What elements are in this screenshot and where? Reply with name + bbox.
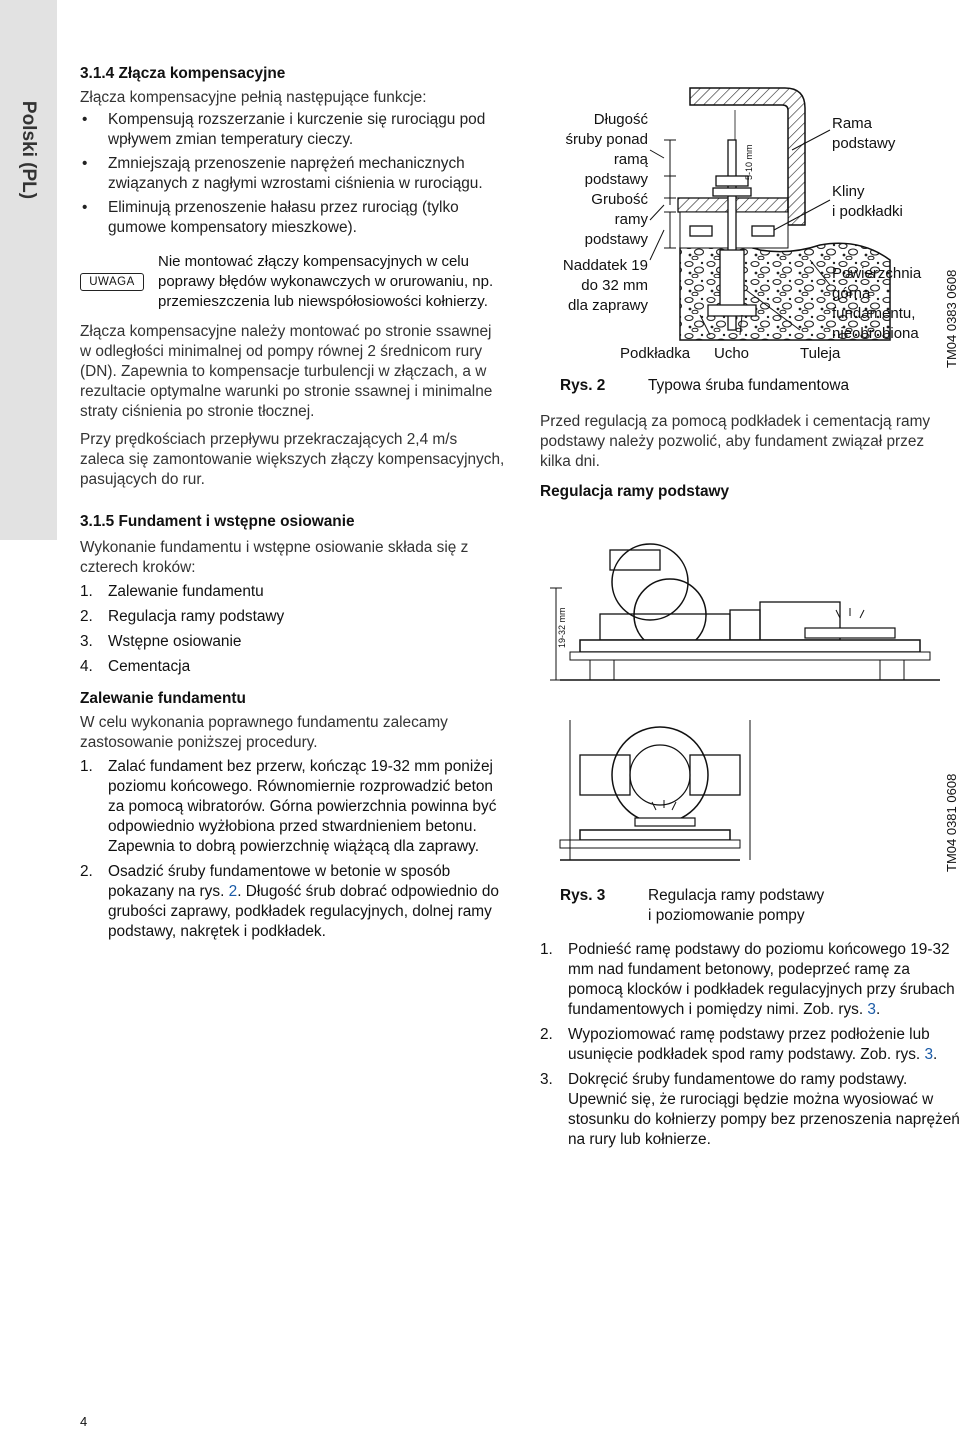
functions-list	[80, 110, 505, 238]
figure-reference-link[interactable]: 3	[924, 1046, 934, 1063]
subsection-title-pouring: Zalewanie fundamentu	[80, 690, 246, 707]
base-frame-front	[580, 830, 730, 840]
svg-text:ramy: ramy	[614, 211, 648, 228]
svg-text:do 32 mm: do 32 mm	[581, 277, 648, 294]
caution-label: UWAGA	[80, 273, 144, 291]
foundation-bolt-figure	[530, 80, 960, 400]
figure-3-caption-text: Regulacja ramy podstawy i poziomowanie pompy	[648, 887, 825, 924]
svg-text:podstawy: podstawy	[584, 171, 648, 188]
language-label: Polski (PL)	[18, 100, 39, 200]
expansion-joints-intro: Złącza kompensacyjne pełnią następujące funkcje:	[80, 89, 427, 106]
foundation-steps	[80, 582, 505, 677]
figure-3-caption: Rys. 3	[560, 887, 606, 904]
caution-box	[80, 252, 505, 312]
section-title-3-1-5: 3.1.5 Fundament i wstępne osiowanie	[80, 513, 355, 530]
list-item: 3. Dokręcić śruby fundamentowe do ramy podstawy. Upewnić się, że rurociągi będzie można wyosiować w stosunku do kołnierzy pompy bez przenoszenia naprężeń na rury lub kołnierze.	[540, 1071, 960, 1148]
label-washer: Podkładka	[620, 345, 691, 362]
left-column	[80, 64, 505, 947]
caution-text: Nie montować złączy kompensacyjnych w celu poprawy błędów wykonawczych w orurowaniu, np. przemieszczenia lub niewspółosiowości kołnierzy.	[158, 253, 494, 310]
list-item: • Zmniejszają przenoszenie naprężeń mechanicznych związanych z nagłymi wzrostami ciśnienia w rurociągu.	[80, 154, 505, 194]
list-item: 2. Wypoziomować ramę podstawy przez podłożenie lub usunięcie podkładek spod ramy podstawy. Zob. rys. 3.	[540, 1026, 938, 1063]
svg-text:podstawy: podstawy	[832, 135, 896, 152]
shims	[690, 226, 712, 236]
section-title-3-1-4: 3.1.4 Złącza kompensacyjne	[80, 65, 286, 82]
frame-adjust-steps	[540, 940, 960, 1155]
pouring-intro: W celu wykonania poprawnego fundamentu zalecamy zastosowanie poniższej procedury.	[80, 714, 448, 751]
page-number: 4	[80, 1414, 88, 1429]
label-foundation-surface: Powierzchnia	[832, 265, 922, 282]
list-item: 4. Cementacja	[80, 658, 191, 675]
paragraph: Przy prędkościach przepływu przekraczających 2,4 m/s zaleca się zamontowanie większych złączy kompensacyjnych, pasujących do rur.	[80, 431, 505, 488]
list-item: 1. Podnieść ramę podstawy do poziomu końcowego 19-32 mm nad fundament betonowy, podeprzeć ramę za pomocą klocków i podkładek regulacyjnych przy śrubach fundamentowych i pomiędzy nimi. Zob. rys. 3.	[540, 941, 955, 1018]
figure-reference-link[interactable]: 2	[228, 883, 238, 900]
svg-text:ramą: ramą	[613, 151, 648, 168]
bolt-eye	[708, 305, 756, 316]
paragraph: Złącza kompensacyjne należy montować po stronie ssawnej w odległości minimalnej od pompy równej 2 średnicom rury (DN). Zapewnia to kompensacje turbulencji w złączach, a w rezultacie optymalne warunki po stronie ssawnej i minimalne straty ciśnienia po stronie tłocznej.	[80, 323, 493, 420]
svg-text:górna: górna	[832, 285, 871, 302]
label-wedges: Kliny	[832, 183, 865, 200]
label-frame-thickness: Grubość	[591, 191, 648, 208]
base-frame-side	[580, 640, 920, 652]
pump-volute-front	[612, 727, 708, 823]
spirit-level	[805, 628, 895, 638]
label-grout-allowance: Naddatek 19	[562, 257, 648, 274]
figure-2-caption: Rys. 2	[560, 377, 606, 394]
pump-leveling-figure	[540, 530, 940, 890]
pouring-steps	[80, 757, 505, 942]
list-item: 1. Zalać fundament bez przerw, kończąc 19-32 mm poniżej poziomu końcowego. Równomiernie rozprowadzić beton za pomocą wibratorów. Górna powierzchnia powinna być odpowiednio wyżłobiona przed stwardnieniem betonu. Zapewnia to dobrą powierzchnię wiążącą dla zaprawy.	[80, 758, 497, 855]
pump-volute-side	[612, 544, 688, 620]
label-19-32mm: 19-32 mm	[557, 607, 567, 648]
list-item: 2. Osadzić śruby fundamentowe w betonie w sposób pokazany na rys. 2. Długość śrub dobrać odpowiednio do grubości zaprawy, podkładek regulacyjnych, dolnej ramy podstawy, nakrętek i podkładek.	[80, 863, 499, 940]
figure-code: TM04 0383 0608	[944, 269, 959, 368]
paragraph: Przed regulacją za pomocą podkładek i cementacją ramy podstawy należy pozwolić, aby fundament związał przez kilka dni.	[540, 413, 931, 470]
list-item: • Eliminują przenoszenie hałasu przez rurociąg (tylko gumowe kompensatory mieszkowe).	[80, 198, 505, 238]
label-5-10mm: 5-10 mm	[744, 144, 754, 180]
svg-text:dla zaprawy: dla zaprawy	[567, 297, 648, 314]
label-sleeve: Tuleja	[800, 345, 841, 362]
figure-reference-link[interactable]: 3	[867, 1001, 876, 1018]
svg-text:fundamentu,: fundamentu,	[832, 305, 916, 322]
label-bolt-length: Długość	[593, 111, 648, 128]
svg-text:i podkładki: i podkładki	[832, 203, 903, 220]
subsection-title-frame-adjust: Regulacja ramy podstawy	[540, 483, 730, 500]
sleeve	[720, 250, 744, 310]
svg-text:podstawy: podstawy	[584, 231, 648, 248]
washer	[713, 188, 751, 196]
figure-2-caption-text: Typowa śruba fundamentowa	[648, 377, 850, 394]
figure-code: TM04 0381 0608	[944, 773, 959, 872]
svg-text:nieobrobiona: nieobrobiona	[832, 325, 919, 342]
list-item: 3. Wstępne osiowanie	[80, 633, 242, 650]
svg-text:śruby ponad: śruby ponad	[565, 131, 648, 148]
label-eye: Ucho	[714, 345, 750, 362]
list-item: 2. Regulacja ramy podstawy	[80, 608, 285, 625]
language-sidebar	[0, 0, 57, 540]
foundation-intro: Wykonanie fundamentu i wstępne osiowanie składa się z czterech kroków:	[80, 539, 469, 576]
list-item: • Kompensują rozszerzanie i kurczenie się rurociągu pod wpływem zmian temperatury cieczy.	[80, 110, 505, 150]
label-base-frame: Rama	[832, 115, 873, 132]
list-item: 1. Zalewanie fundamentu	[80, 583, 264, 600]
